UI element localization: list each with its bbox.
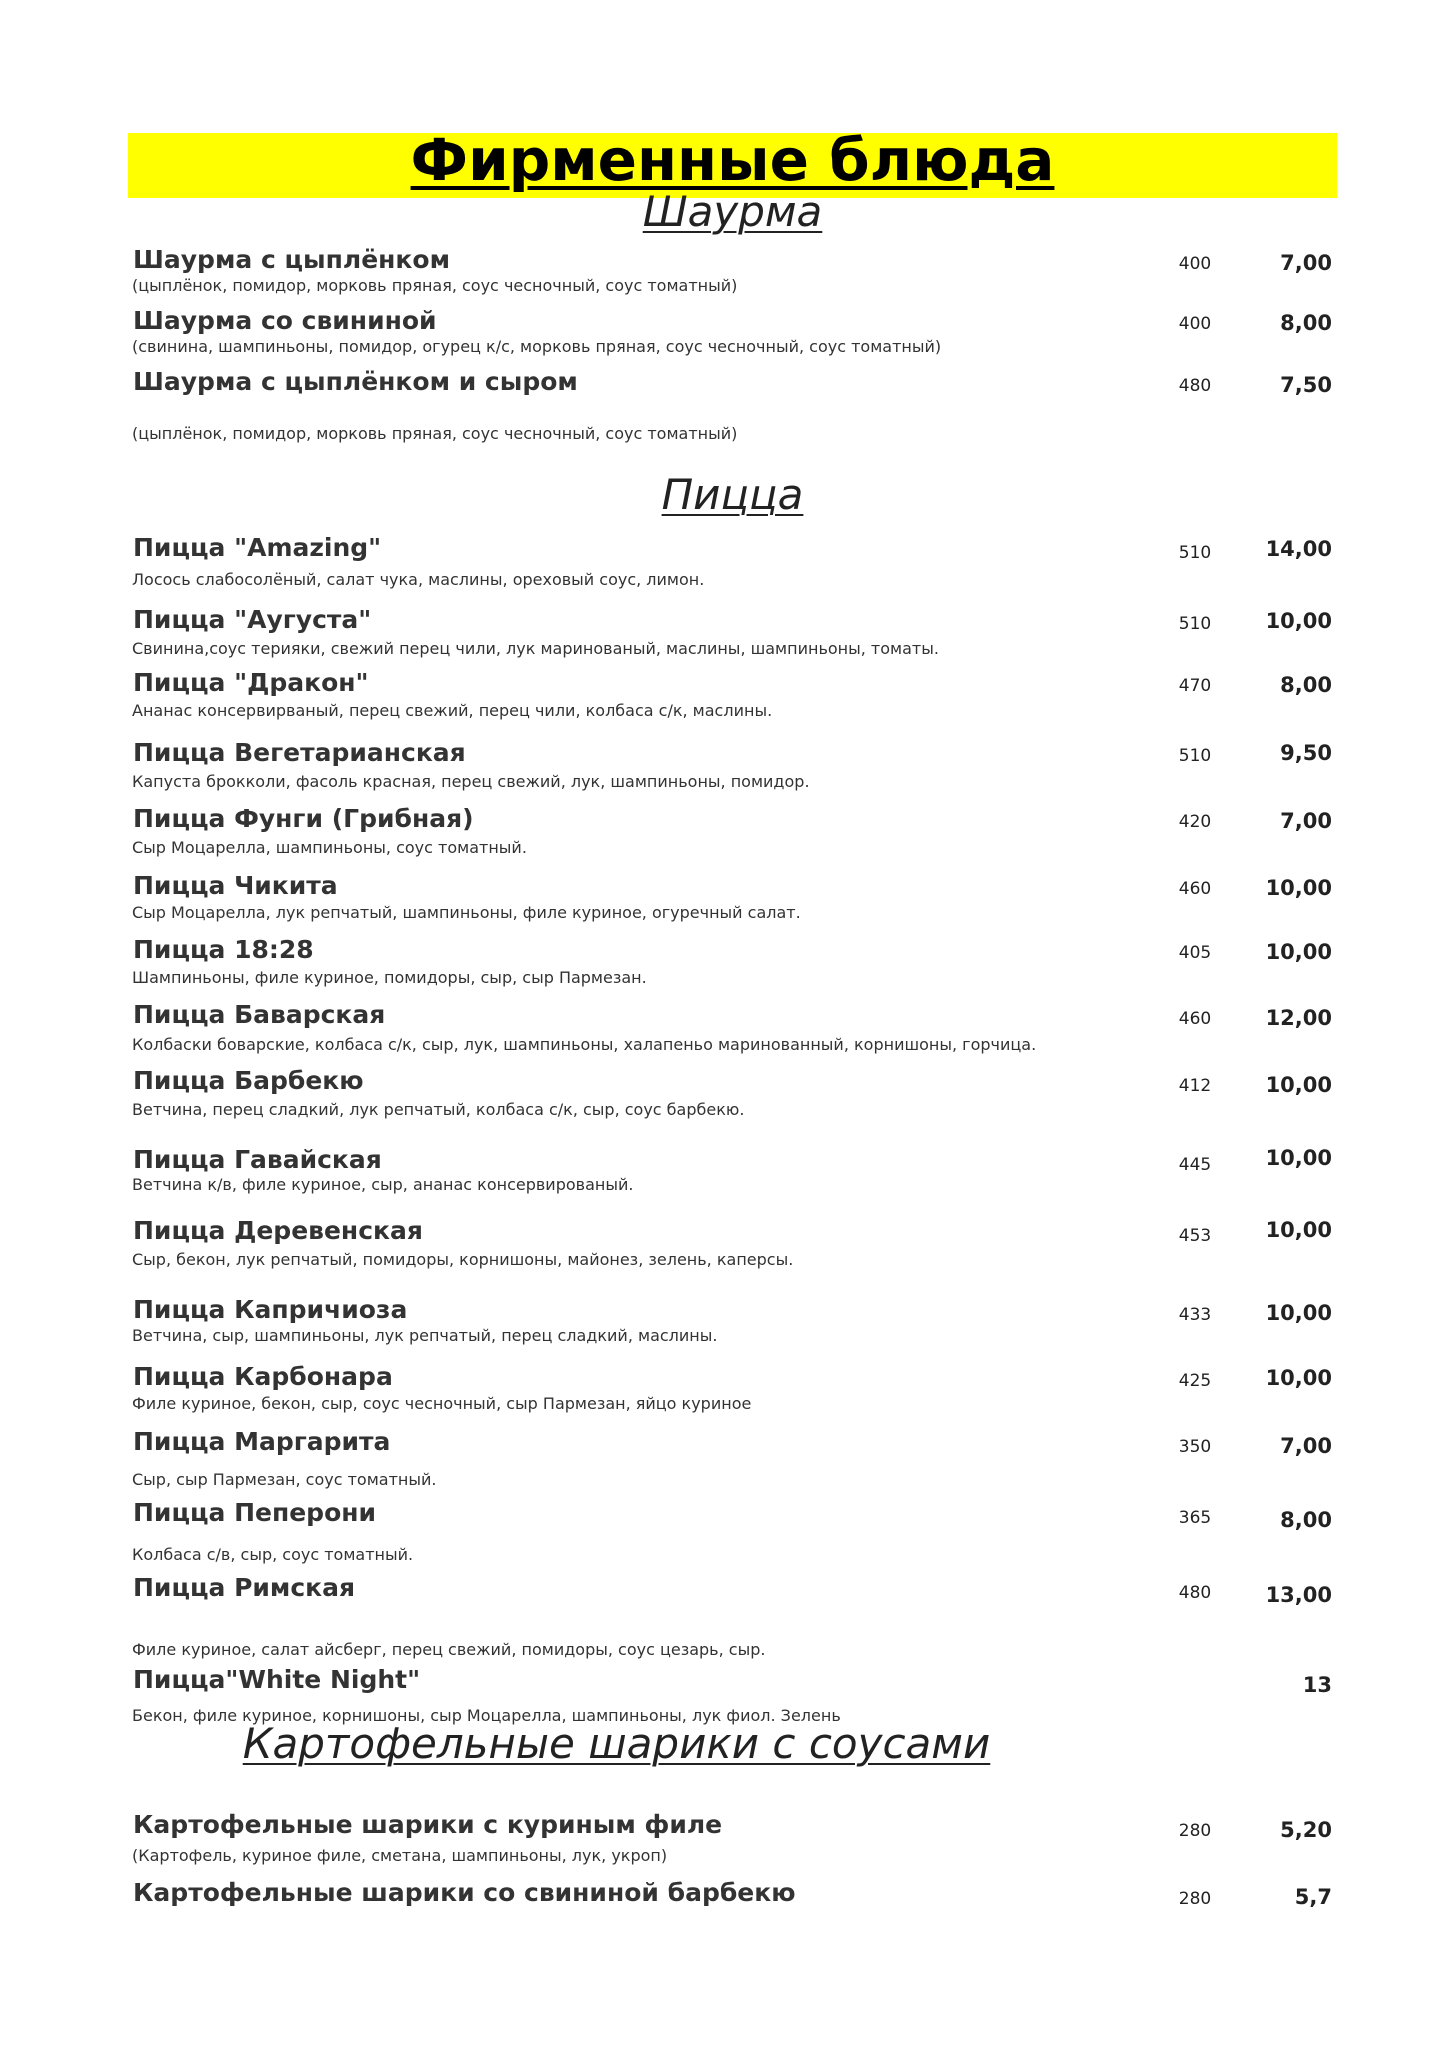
item-description: Ананас консервирваный, перец свежий, перец чили, колбаса с/к, маслины. (132, 701, 773, 720)
item-name: Пицца Гавайская (133, 1145, 382, 1174)
item-weight: 280 (1178, 1889, 1212, 1909)
item-price: 5,20 (1280, 1818, 1332, 1842)
item-weight: 405 (1178, 943, 1212, 963)
item-price: 13,00 (1265, 1583, 1332, 1607)
item-name: Пицца Баварская (133, 1000, 386, 1029)
item-price: 10,00 (1265, 940, 1332, 964)
item-weight: 433 (1178, 1305, 1212, 1325)
item-weight: 480 (1178, 1583, 1212, 1603)
item-description: Ветчина, сыр, шампиньоны, лук репчатый, перец сладкий, маслины. (132, 1326, 718, 1345)
item-weight: 412 (1178, 1076, 1212, 1096)
item-description: (свинина, шампиньоны, помидор, огурец к/с, морковь пряная, соус чесночный, соус томатный) (132, 337, 942, 356)
item-name: Шаурма с цыплёнком (133, 245, 451, 274)
item-weight: 460 (1178, 1009, 1212, 1029)
item-description: Капуста брокколи, фасоль красная, перец свежий, лук, шампиньоны, помидор. (132, 772, 810, 791)
item-price: 7,00 (1280, 809, 1332, 833)
item-weight: 453 (1178, 1226, 1212, 1246)
item-weight: 460 (1178, 879, 1212, 899)
item-description: Бекон, филе куриное, корнишоны, сыр Моцарелла, шампиньоны, лук фиол. Зелень (132, 1706, 841, 1725)
menu-title: Фирменные блюда (410, 126, 1055, 194)
item-name: Пицца Римская (133, 1573, 356, 1602)
item-description: Филе куриное, бекон, сыр, соус чесночный, сыр Пармезан, яйцо куриное (132, 1394, 752, 1413)
item-name: Пицца "Аугуста" (133, 605, 372, 634)
item-weight: 445 (1178, 1155, 1212, 1175)
item-name: Пицца Карбонара (133, 1362, 393, 1391)
item-weight: 510 (1178, 543, 1212, 563)
item-price: 5,7 (1294, 1885, 1332, 1909)
item-description: (цыплёнок, помидор, морковь пряная, соус чесночный, соус томатный) (132, 276, 738, 295)
item-description: (Картофель, куриное филе, сметана, шампиньоны, лук, укроп) (132, 1846, 668, 1865)
item-description: Филе куриное, салат айсберг, перец свежий, помидоры, соус цезарь, сыр. (132, 1640, 766, 1659)
item-weight: 425 (1178, 1371, 1212, 1391)
item-weight: 400 (1178, 254, 1212, 274)
item-name: Пицца Фунги (Грибная) (133, 804, 474, 833)
item-name: Шаурма с цыплёнком и сыром (133, 367, 578, 396)
item-name: Пицца "Amazing" (133, 533, 382, 562)
item-description: Сыр Моцарелла, шампиньоны, соус томатный. (132, 838, 527, 857)
item-description: Свинина,соус терияки, свежий перец чили, лук маринованый, маслины, шампиньоны, томаты. (132, 639, 939, 658)
item-price: 8,00 (1280, 311, 1332, 335)
item-description: Колбаски боварские, колбаса с/к, сыр, лук, шампиньоны, халапеньо маринованный, корнишоны, горчица. (132, 1035, 1037, 1054)
item-name: Пицца Барбекю (133, 1066, 364, 1095)
item-weight: 420 (1178, 812, 1212, 832)
item-name: Шаурма со свининой (133, 306, 437, 335)
item-price: 8,00 (1280, 673, 1332, 697)
item-weight: 350 (1178, 1437, 1212, 1457)
item-price: 13 (1302, 1673, 1332, 1697)
item-name: Пицца Деревенская (133, 1216, 423, 1245)
item-price: 7,00 (1280, 1434, 1332, 1458)
item-weight: 510 (1178, 746, 1212, 766)
item-description: Лосось слабосолёный, салат чука, маслины, ореховый соус, лимон. (132, 570, 705, 589)
item-weight: 400 (1178, 314, 1212, 334)
item-description: Сыр, бекон, лук репчатый, помидоры, корнишоны, майонез, зелень, каперсы. (132, 1250, 794, 1269)
item-weight: 470 (1178, 676, 1212, 696)
item-price: 7,00 (1280, 251, 1332, 275)
item-price: 10,00 (1265, 1366, 1332, 1390)
item-name: Картофельные шарики со свининой барбекю (133, 1878, 796, 1907)
item-description: Ветчина, перец сладкий, лук репчатый, колбаса с/к, сыр, соус барбекю. (132, 1100, 745, 1119)
item-weight: 280 (1178, 1821, 1212, 1841)
item-price: 10,00 (1265, 1146, 1332, 1170)
item-price: 10,00 (1265, 876, 1332, 900)
item-price: 10,00 (1265, 1073, 1332, 1097)
item-weight: 480 (1178, 376, 1212, 396)
item-description: (цыплёнок, помидор, морковь пряная, соус чесночный, соус томатный) (132, 424, 738, 443)
item-price: 10,00 (1265, 609, 1332, 633)
item-price: 10,00 (1265, 1218, 1332, 1242)
item-description: Сыр Моцарелла, лук репчатый, шампиньоны, филе куриное, огуречный салат. (132, 903, 801, 922)
item-name: Пицца Вегетарианская (133, 738, 466, 767)
item-price: 7,50 (1280, 373, 1332, 397)
section-title-shawarma: Шаурма (642, 187, 823, 236)
item-name: Картофельные шарики с куриным филе (133, 1810, 723, 1839)
item-name: Пицца Чикита (133, 871, 338, 900)
item-name: Пицца 18:28 (133, 935, 314, 964)
item-price: 9,50 (1280, 741, 1332, 765)
section-title-potato-balls: Картофельные шарики с соусами (242, 1719, 991, 1768)
item-name: Пицца "Дракон" (133, 668, 369, 697)
item-name: Пицца Пеперони (133, 1498, 377, 1527)
section-title-pizza: Пицца (661, 470, 804, 519)
item-name: Пицца Маргарита (133, 1427, 391, 1456)
item-price: 8,00 (1280, 1508, 1332, 1532)
item-price: 10,00 (1265, 1301, 1332, 1325)
item-price: 14,00 (1265, 537, 1332, 561)
item-name: Пицца Капричиоза (133, 1295, 408, 1324)
item-weight: 365 (1178, 1508, 1212, 1528)
item-description: Колбаса с/в, сыр, соус томатный. (132, 1545, 414, 1564)
item-description: Сыр, сыр Пармезан, соус томатный. (132, 1470, 437, 1489)
item-name: Пицца"White Night" (133, 1665, 421, 1694)
item-description: Шампиньоны, филе куриное, помидоры, сыр, сыр Пармезан. (132, 968, 647, 987)
item-price: 12,00 (1265, 1006, 1332, 1030)
item-weight: 510 (1178, 614, 1212, 634)
item-description: Ветчина к/в, филе куриное, сыр, ананас консервированый. (132, 1175, 634, 1194)
